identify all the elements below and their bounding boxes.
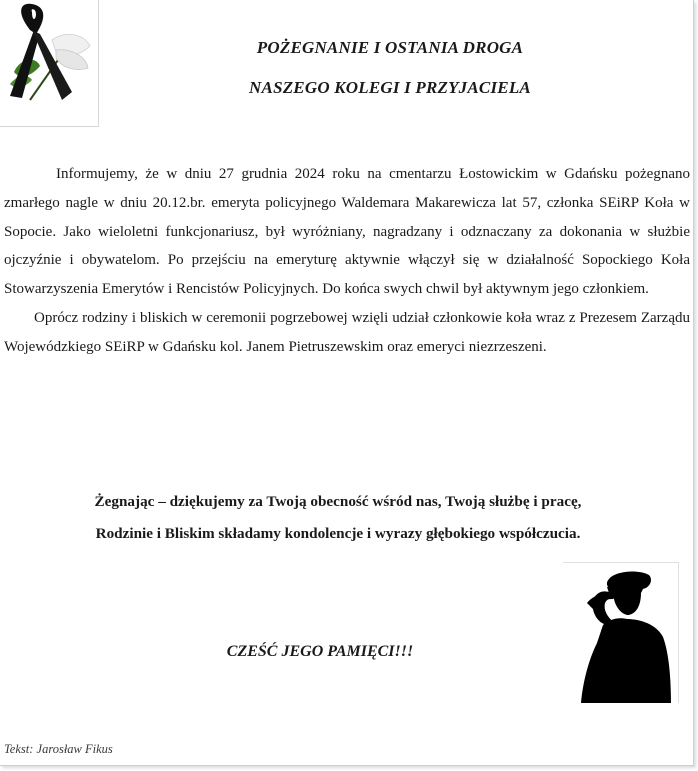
- farewell-message: [20, 486, 656, 550]
- paragraph-2: Oprócz rodziny i bliskich w ceremonii pogrzebowej wzięli udział członkowie koła wraz z Prezesem Zarządu Wojewódzkiego SEiRP w Gdańsku kol. Janem Pietruszewskim oraz emeryci niezrzeszeni.: [4, 309, 690, 355]
- saluting-officer-icon: [563, 563, 678, 703]
- announcement-body: [4, 160, 690, 362]
- mourning-ribbon-image: [0, 0, 99, 127]
- mourning-ribbon-icon: [0, 0, 98, 126]
- saluting-officer-image: [563, 562, 679, 703]
- farewell-line-2: Rodzinie i Bliskim składamy kondolencje i wyrazy głębokiego współczucia.: [95, 525, 581, 542]
- title-line-2: NASZEGO KOLEGI I PRZYJACIELA: [249, 78, 531, 97]
- author-credit: Tekst: Jarosław Fikus: [4, 742, 113, 756]
- honor-heading: CZEŚĆ JEGO PAMIĘCI!!!: [226, 643, 414, 660]
- paragraph-1: Informujemy, że w dniu 27 grudnia 2024 roku na cmentarzu Łostowickim w Gdańsku pożegnano zmarłego nagle w dniu 20.12.br. emeryta policyjnego Waldemara Makarewicza lat 57, członka SEiRP Koła w Sopocie. Jako wieloletni funkcjonariusz, był wyróżniany, nagradzany i odznaczany za dokonania w służbie ojczyźnie i obywatelom. Po przejściu na emeryturę aktywnie włączył się w działalność Sopockiego Koła Stowarzyszenia Emerytów i Rencistów Policyjnych. Do końca swych chwil był aktywnym jego członkiem.: [4, 166, 690, 298]
- farewell-line-1: Żegnając – dziękujemy za Twoją obecność wśród nas, Twoją służbę i pracę,: [94, 493, 582, 510]
- title-line-1: POŻEGNANIE I OSTANIA DROGA: [256, 38, 524, 57]
